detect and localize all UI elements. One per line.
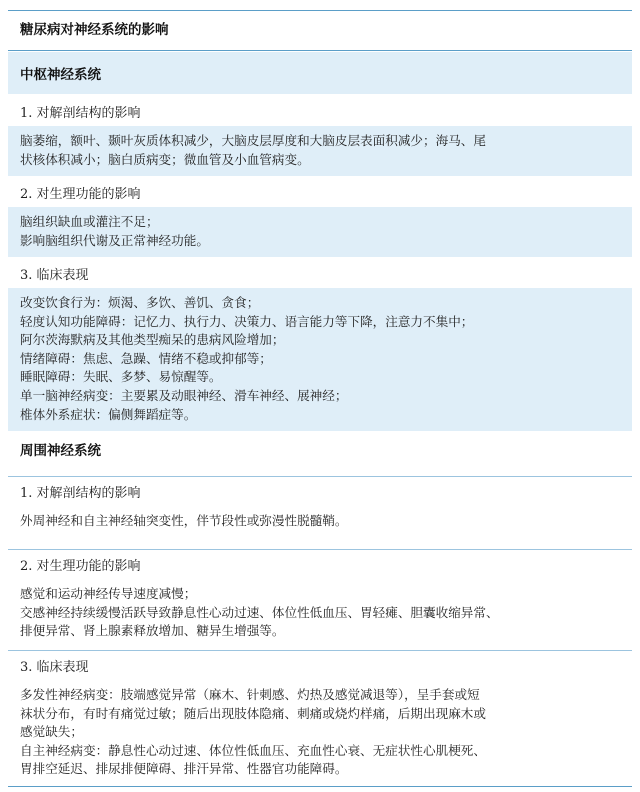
subtitle-central-anatomy: 1. 对解剖结构的影响: [20, 105, 141, 121]
text-line: 排便异常、肾上腺素释放增加、糖异生增强等。: [20, 623, 285, 639]
text-line: 胃排空延迟、排尿排便障碍、排汗异常、性器官功能障碍。: [20, 761, 348, 777]
body-central-physiology: [8, 207, 632, 257]
bottom-rule: [8, 786, 632, 787]
text-line: 袜状分布，有时有痛觉过敏；随后出现肢体隐痛、刺痛或烧灼样痛，后期出现麻木或: [20, 705, 486, 721]
subtitle-peripheral-clinical: 3. 临床表现: [8, 650, 632, 680]
title-rule: [8, 50, 632, 51]
subtitle-central-clinical: 3. 临床表现: [20, 267, 89, 283]
subtitle-central-physiology: 2. 对生理功能的影响: [20, 186, 141, 202]
subtitle-peripheral-anatomy: 1. 对解剖结构的影响: [8, 476, 632, 506]
text-line: 轻度认知功能障碍：记忆力、执行力、决策力、语言能力等下降，注意力不集中；: [20, 313, 474, 329]
text-line: 改变饮食行为：烦渴、多饮、善饥、贪食；: [20, 295, 260, 310]
section-heading-peripheral: 周围神经系统: [8, 433, 632, 465]
text-line: 感觉和运动神经传导速度减慢；: [20, 586, 197, 601]
text-line: 影响脑组织代谢及正常神经功能。: [20, 232, 209, 248]
body-peripheral-anatomy: [8, 506, 632, 546]
section-heading-central: 中枢神经系统: [8, 52, 632, 94]
body-central-anatomy: [8, 126, 632, 176]
text-line: 阿尔茨海默病及其他类型痴呆的患病风险增加；: [20, 332, 285, 348]
table-title: 糖尿病对神经系统的影响: [20, 22, 169, 38]
text-line: 交感神经持续缓慢活跃导致静息性心动过速、体位性低血压、胃轻瘫、胆囊收缩异常、: [20, 604, 499, 620]
text-line: 单一脑神经病变：主要累及动眼神经、滑车神经、展神经；: [20, 387, 348, 403]
text-line: 外周神经和自主神经轴突变性，伴节段性或弥漫性脱髓鞘。: [20, 513, 348, 528]
body-peripheral-physiology: [8, 579, 632, 647]
text-line: 情绪障碍：焦虑、急躁、情绪不稳或抑郁等；: [20, 350, 272, 366]
text-line: 状核体积减小；脑白质病变；微血管及小血管病变。: [20, 151, 310, 167]
body-central-clinical: [8, 288, 632, 431]
text-line: 睡眠障碍：失眠、多梦、易惊醒等。: [20, 369, 222, 385]
top-rule: [8, 10, 632, 11]
text-line: 脑萎缩，额叶、颞叶灰质体积减少，大脑皮层厚度和大脑皮层表面积减少；海马、尾: [20, 133, 486, 148]
text-line: 多发性神经病变：肢端感觉异常（麻木、针刺感、灼热及感觉减退等），呈手套或短: [20, 687, 480, 702]
text-line: 脑组织缺血或灌注不足；: [20, 214, 159, 229]
text-line: 感觉缺失；: [20, 724, 83, 740]
body-peripheral-clinical: [8, 680, 632, 784]
text-line: 椎体外系症状：偏侧舞蹈症等。: [20, 406, 197, 422]
text-line: 自主神经病变：静息性心动过速、体位性低血压、充血性心衰、无症状性心肌梗死、: [20, 742, 486, 758]
subtitle-peripheral-physiology: 2. 对生理功能的影响: [8, 549, 632, 579]
